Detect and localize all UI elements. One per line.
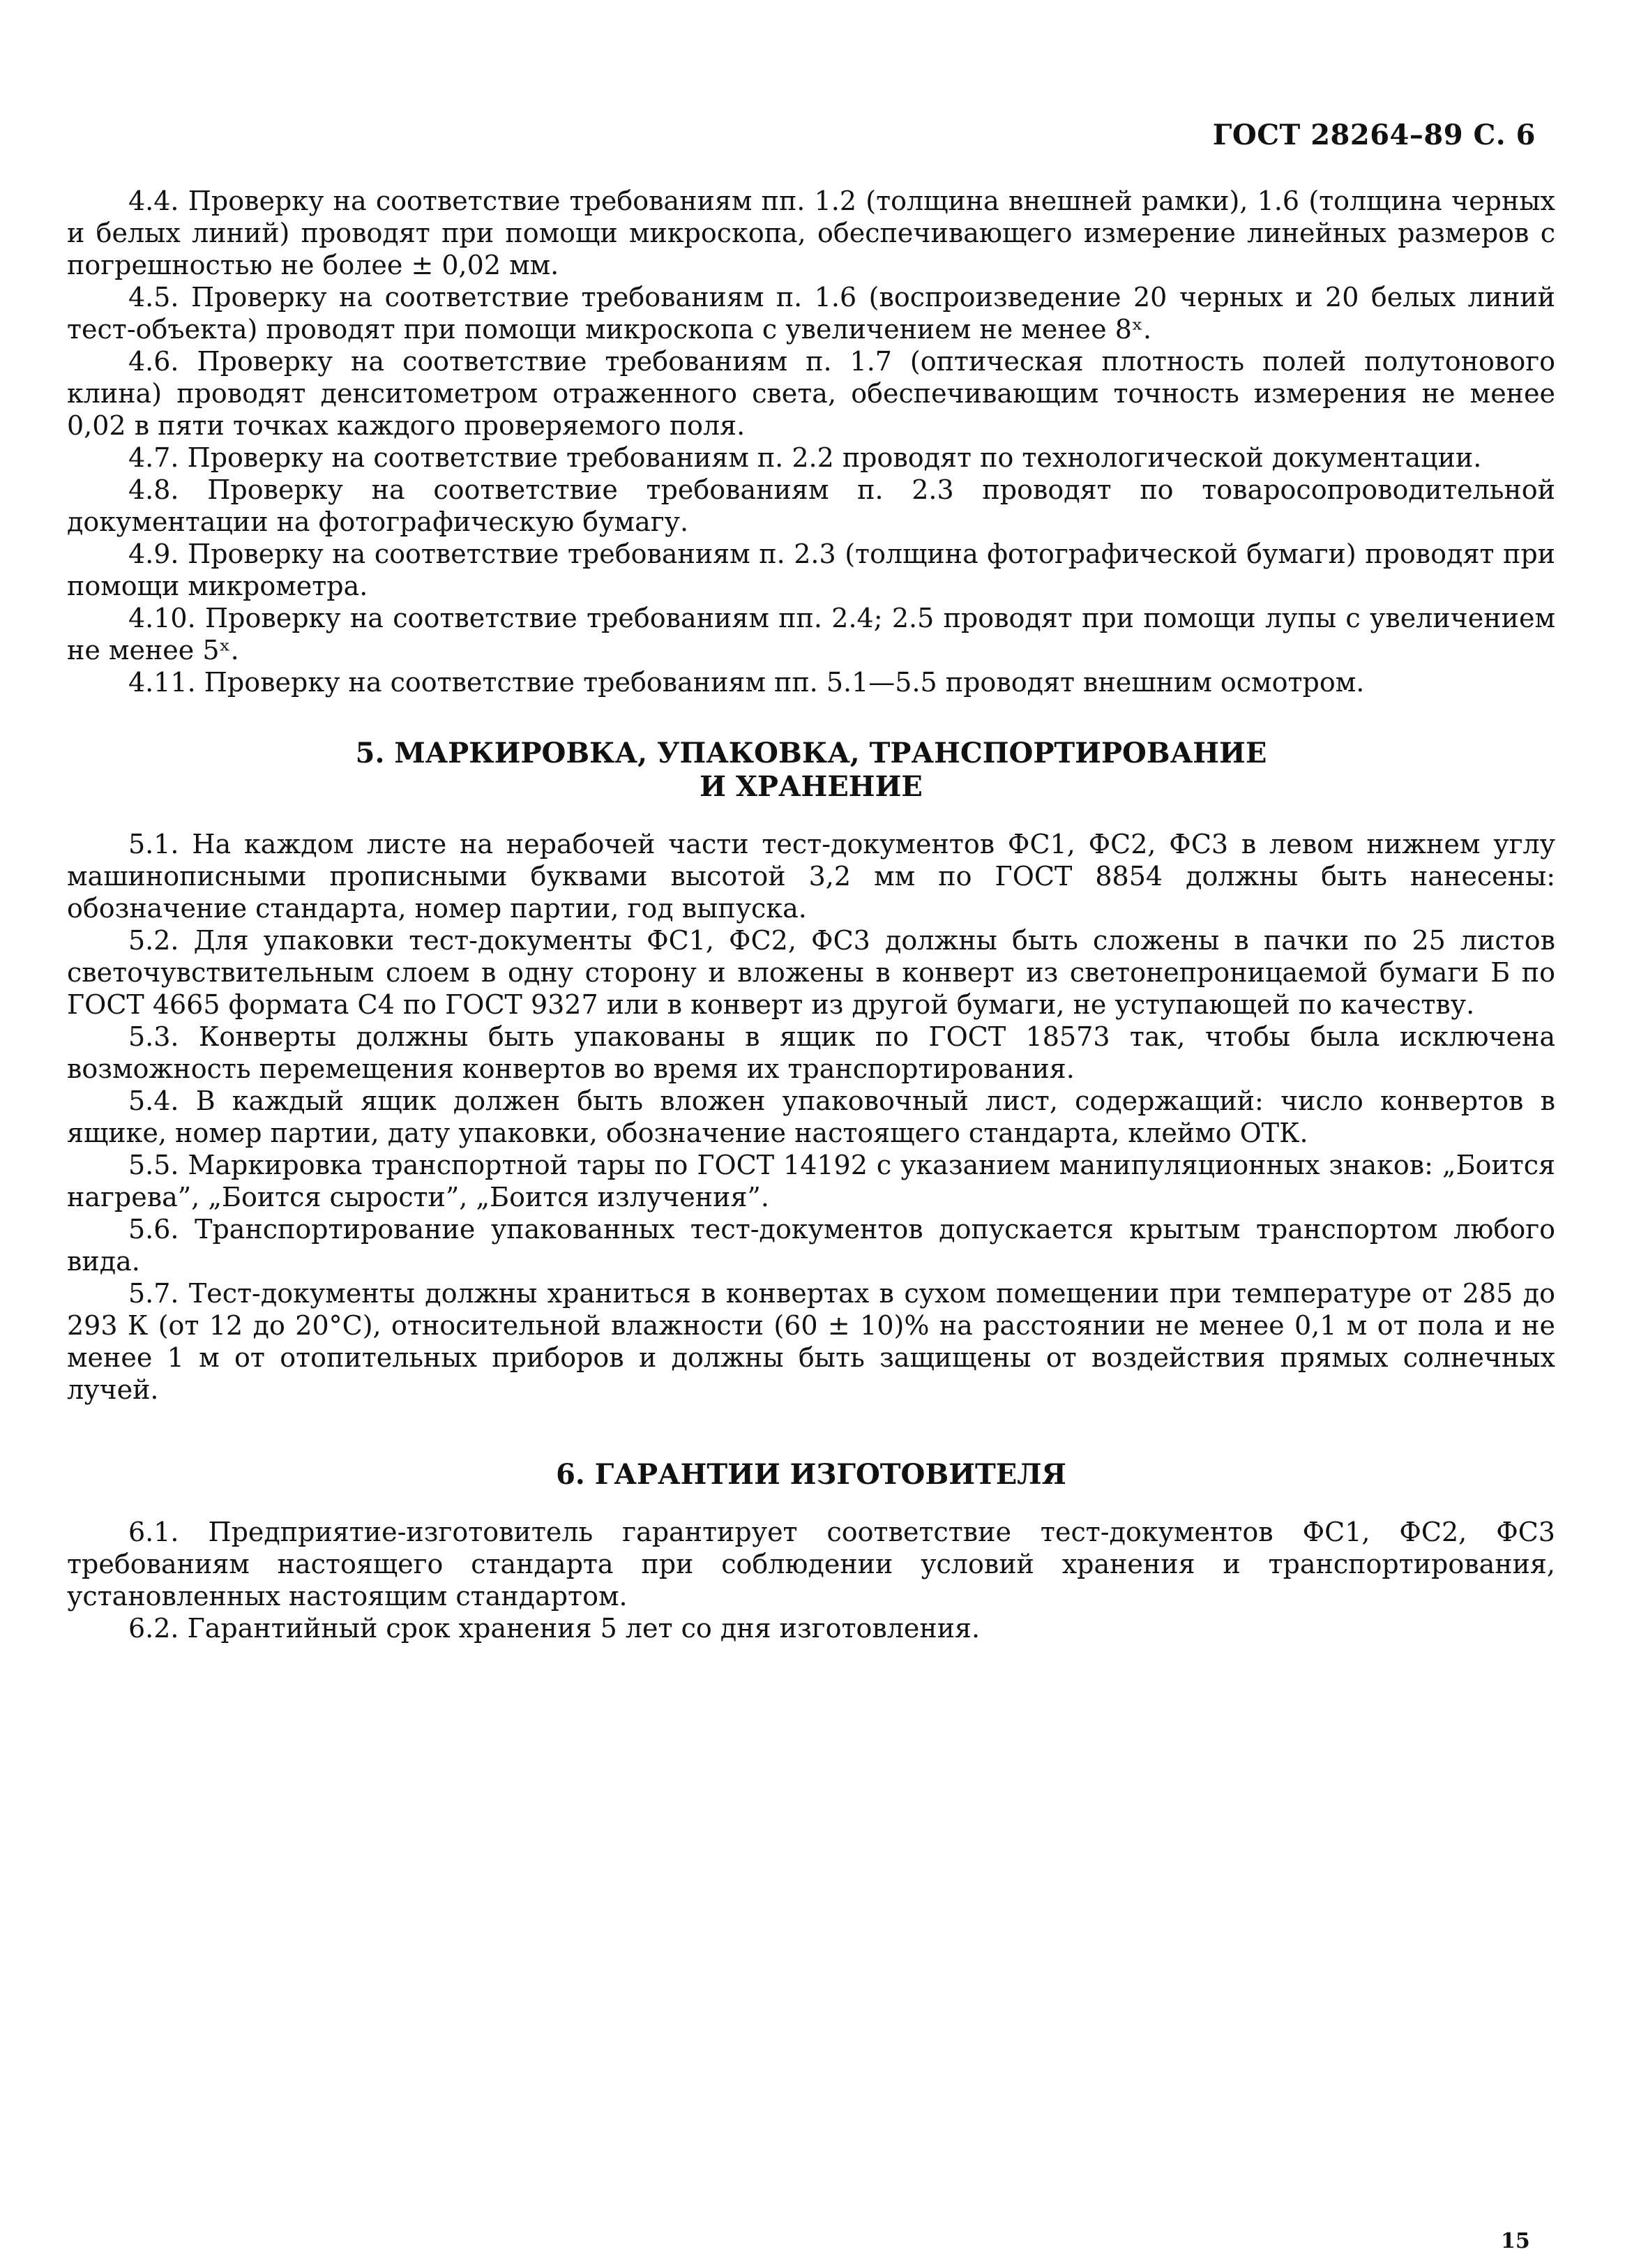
paragraph-4-4: 4.4. Проверку на соответствие требованиям пп. 1.2 (толщина внешней рамки), 1.6 (толщина черных и белых линий) проводят при помощи микроскопа, обеспечивающего измерение линейных размеров с погрешностью не более ± 0,02 мм. <box>67 186 1555 280</box>
section-6-body <box>67 1516 1555 1644</box>
section-5-title-line-1: 5. МАРКИРОВКА, УПАКОВКА, ТРАНСПОРТИРОВАНИЕ <box>355 737 1267 769</box>
section-5-title <box>67 737 1555 804</box>
page-header: ГОСТ 28264–89 С. 6 <box>1212 119 1536 151</box>
paragraph-5-3: 5.3. Конверты должны быть упакованы в ящик по ГОСТ 18573 так, чтобы была исключена возможность перемещения конвертов во время их транспортирования. <box>67 1021 1555 1084</box>
paragraph-4-10: 4.10. Проверку на соответствие требованиям пп. 2.4; 2.5 проводят при помощи лупы с увеличением не менее 5ˣ. <box>67 603 1555 666</box>
paragraph-4-11: 4.11. Проверку на соответствие требованиям пп. 5.1—5.5 проводят внешним осмотром. <box>128 667 1365 698</box>
paragraph-4-7: 4.7. Проверку на соответствие требованиям п. 2.2 проводят по технологической документации. <box>128 442 1482 473</box>
section-5-body <box>67 828 1555 1406</box>
document-body <box>67 185 1555 1644</box>
page-number: 15 <box>1501 2229 1530 2253</box>
paragraph-4-8: 4.8. Проверку на соответствие требованиям п. 2.3 проводят по товаросопроводительной документации на фотографическую бумагу. <box>67 474 1555 537</box>
paragraph-5-5: 5.5. Маркировка транспортной тары по ГОСТ 14192 с указанием манипуляционных знаков: „Боится нагрева”, „Боится сырости”, „Боится излучения”. <box>67 1150 1555 1212</box>
paragraph-5-7: 5.7. Тест-документы должны храниться в конвертах в сухом помещении при температуре от 285 до 293 К (от 12 до 20°С), относительной влажности (60 ± 10)% на расстоянии не менее 0,1 м от пола и не менее 1 м от отопительных приборов и должны быть защищены от воздействия прямых солнечных лучей. <box>67 1278 1555 1405</box>
paragraph-4-9: 4.9. Проверку на соответствие требованиям п. 2.3 (толщина фотографической бумаги) проводят при помощи микрометра. <box>67 539 1555 601</box>
paragraph-5-4: 5.4. В каждый ящик должен быть вложен упаковочный лист, содержащий: число конвертов в ящике, номер партии, дату упаковки, обозначение настоящего стандарта, клеймо ОТК. <box>67 1086 1555 1148</box>
section-6-title: 6. ГАРАНТИИ ИЗГОТОВИТЕЛЯ <box>556 1458 1066 1491</box>
paragraph-5-6: 5.6. Транспортирование упакованных тест-документов допускается крытым транспортом любого вида. <box>67 1214 1555 1277</box>
paragraph-6-2: 6.2. Гарантийный срок хранения 5 лет со дня изготовления. <box>128 1613 981 1644</box>
paragraph-4-5: 4.5. Проверку на соответствие требованиям п. 1.6 (воспроизведение 20 черных и 20 белых линий тест-объекта) проводят при помощи микроскопа с увеличением не менее 8ˣ. <box>67 282 1555 345</box>
paragraph-5-2: 5.2. Для упаковки тест-документы ФС1, ФС2, ФС3 должны быть сложены в пачки по 25 листов светочувствительным слоем в одну сторону и вложены в конверт из светонепроницаемой бумаги Б по ГОСТ 4665 формата С4 по ГОСТ 9327 или в конверт из другой бумаги, не уступающей по качеству. <box>67 925 1555 1020</box>
section-5-title-line-2: И ХРАНЕНИЕ <box>700 770 923 803</box>
paragraph-6-1: 6.1. Предприятие-изготовитель гарантирует соответствие тест-документов ФС1, ФС2, ФС3 требованиям настоящего стандарта при соблюдении условий хранения и транспортирования, установленных настоящим стандартом. <box>67 1517 1555 1612</box>
section-4-checks <box>67 185 1555 698</box>
paragraph-5-1: 5.1. На каждом листе на нерабочей части тест-документов ФС1, ФС2, ФС3 в левом нижнем углу машинописными прописными буквами высотой 3,2 мм по ГОСТ 8854 должны быть нанесены: обозначение стандарта, номер партии, год выпуска. <box>67 829 1555 924</box>
paragraph-4-6: 4.6. Проверку на соответствие требованиям п. 1.7 (оптическая плотность полей полутонового клина) проводят денситометром отраженного света, обеспечивающим точность измерения не менее 0,02 в пяти точках каждого проверяемого поля. <box>67 346 1555 441</box>
